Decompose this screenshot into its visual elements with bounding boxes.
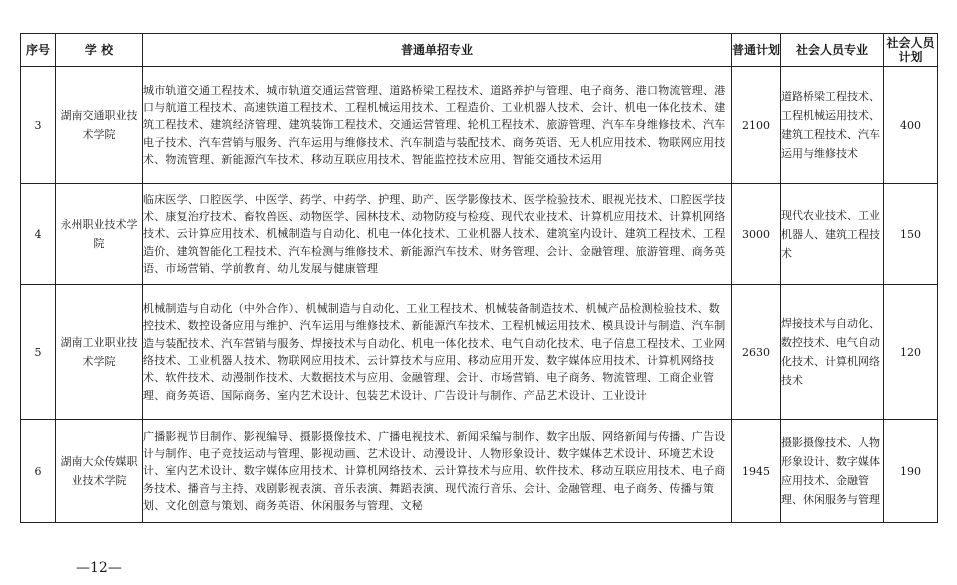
row-majors: 机械制造与自动化（中外合作）、机械制造与自动化、工业工程技术、机械装备制造技术、机械产品检测检验技术、数控技术、数控设备应用与维护、汽车运用与维修技术、新能源汽车技术、工程机械运用技术、模具设计与制造、汽车制造与装配技术、汽车营销与服务、焊接技术与自动化、机电一体化技术、电气自动化技术、电子信息工程技术、工业网络技术、工业机器人技术、物联网应用技术、云计算技术与应用、移动应用开发、数字媒体应用技术、计算机网络技术、软件技术、动漫制作技术、大数据技术与应用、金融管理、会计、市场营销、电子商务、物流管理、工商企业管理、商务英语、国际商务、室内艺术设计、包装艺术设计、广告设计与制作、产品艺术设计、工业设计 (143, 285, 732, 420)
row-school: 湖南交通职业技术学院 (56, 67, 143, 184)
header-majors: 普通单招专业 (143, 34, 732, 67)
row-school: 湖南工业职业技术学院 (56, 285, 143, 420)
page-number: —12— (76, 560, 122, 576)
row-social-plan: 150 (884, 184, 938, 285)
row-social-plan: 400 (884, 67, 938, 184)
row-no: 6 (21, 420, 56, 523)
row-social-plan: 120 (884, 285, 938, 420)
row-plan: 1945 (732, 420, 781, 523)
row-no: 4 (21, 184, 56, 285)
row-majors: 临床医学、口腔医学、中医学、药学、中药学、护理、助产、医学影像技术、医学检验技术、眼视光技术、口腔医学技术、康复治疗技术、畜牧兽医、动物医学、园林技术、动物防疫与检疫、现代农业技术、计算机应用技术、计算机网络技术、云计算应用技术、机械制造与自动化、机电一体化技术、工业机器人技术、建筑室内设计、建筑工程技术、工程造价、建筑智能化工程技术、汽车检测与维修技术、新能源汽车技术、财务管理、会计、金融管理、旅游管理、商务英语、市场营销、学前教育、幼儿发展与健康管理 (143, 184, 732, 285)
row-social-majors: 摄影摄像技术、人物形象设计、数字媒体应用技术、金融管理、休闲服务与管理 (781, 420, 884, 523)
header-social-plan: 社会人员计划 (884, 34, 938, 67)
row-social-majors: 焊接技术与自动化、数控技术、电气自动化技术、计算机网络技术 (781, 285, 884, 420)
row-social-majors: 现代农业技术、工业机器人、建筑工程技术 (781, 184, 884, 285)
row-social-majors: 道路桥梁工程技术、工程机械运用技术、建筑工程技术、汽车运用与维修技术 (781, 67, 884, 184)
table-row (21, 420, 938, 523)
row-no: 5 (21, 285, 56, 420)
table-row (21, 285, 938, 420)
row-plan: 2630 (732, 285, 781, 420)
row-plan: 3000 (732, 184, 781, 285)
row-plan: 2100 (732, 67, 781, 184)
table-row (21, 67, 938, 184)
row-majors: 广播影视节目制作、影视编导、摄影摄像技术、广播电视技术、新闻采编与制作、数字出版、网络新闻与传播、广告设计与制作、电子竞技运动与管理、影视动画、艺术设计、动漫设计、人物形象设计、数字媒体艺术设计、环境艺术设计、室内艺术设计、数字媒体应用技术、计算机网络技术、云计算技术与应用、软件技术、移动互联应用技术、电子商务技术、播音与主持、戏剧影视表演、音乐表演、舞蹈表演、现代流行音乐、会计、金融管理、电子商务、传播与策划、文化创意与策划、商务英语、休闲服务与管理、文秘 (143, 420, 732, 523)
header-plan: 普通计划 (732, 34, 781, 67)
row-school: 湖南大众传媒职业技术学院 (56, 420, 143, 523)
row-no: 3 (21, 67, 56, 184)
row-social-plan: 190 (884, 420, 938, 523)
table-header-row (21, 34, 938, 67)
row-majors: 城市轨道交通工程技术、城市轨道交通运营管理、道路桥梁工程技术、道路养护与管理、电子商务、港口物流管理、港口与航道工程技术、高速铁道工程技术、工程机械运用技术、工程造价、工业机器人技术、会计、机电一体化技术、建筑工程技术、建筑经济管理、建筑装饰工程技术、交通运营管理、轮机工程技术、旅游管理、汽车车身维修技术、汽车电子技术、汽车营销与服务、汽车运用与维修技术、汽车制造与装配技术、商务英语、无人机应用技术、物联网应用技术、物流管理、新能源汽车技术、移动互联应用技术、智能监控技术应用、智能交通技术运用 (143, 67, 732, 184)
enrollment-plan-table (20, 33, 938, 523)
header-no: 序号 (21, 34, 56, 67)
table-row (21, 184, 938, 285)
header-social-majors: 社会人员专业 (781, 34, 884, 67)
header-school: 学 校 (56, 34, 143, 67)
row-school: 永州职业技术学院 (56, 184, 143, 285)
